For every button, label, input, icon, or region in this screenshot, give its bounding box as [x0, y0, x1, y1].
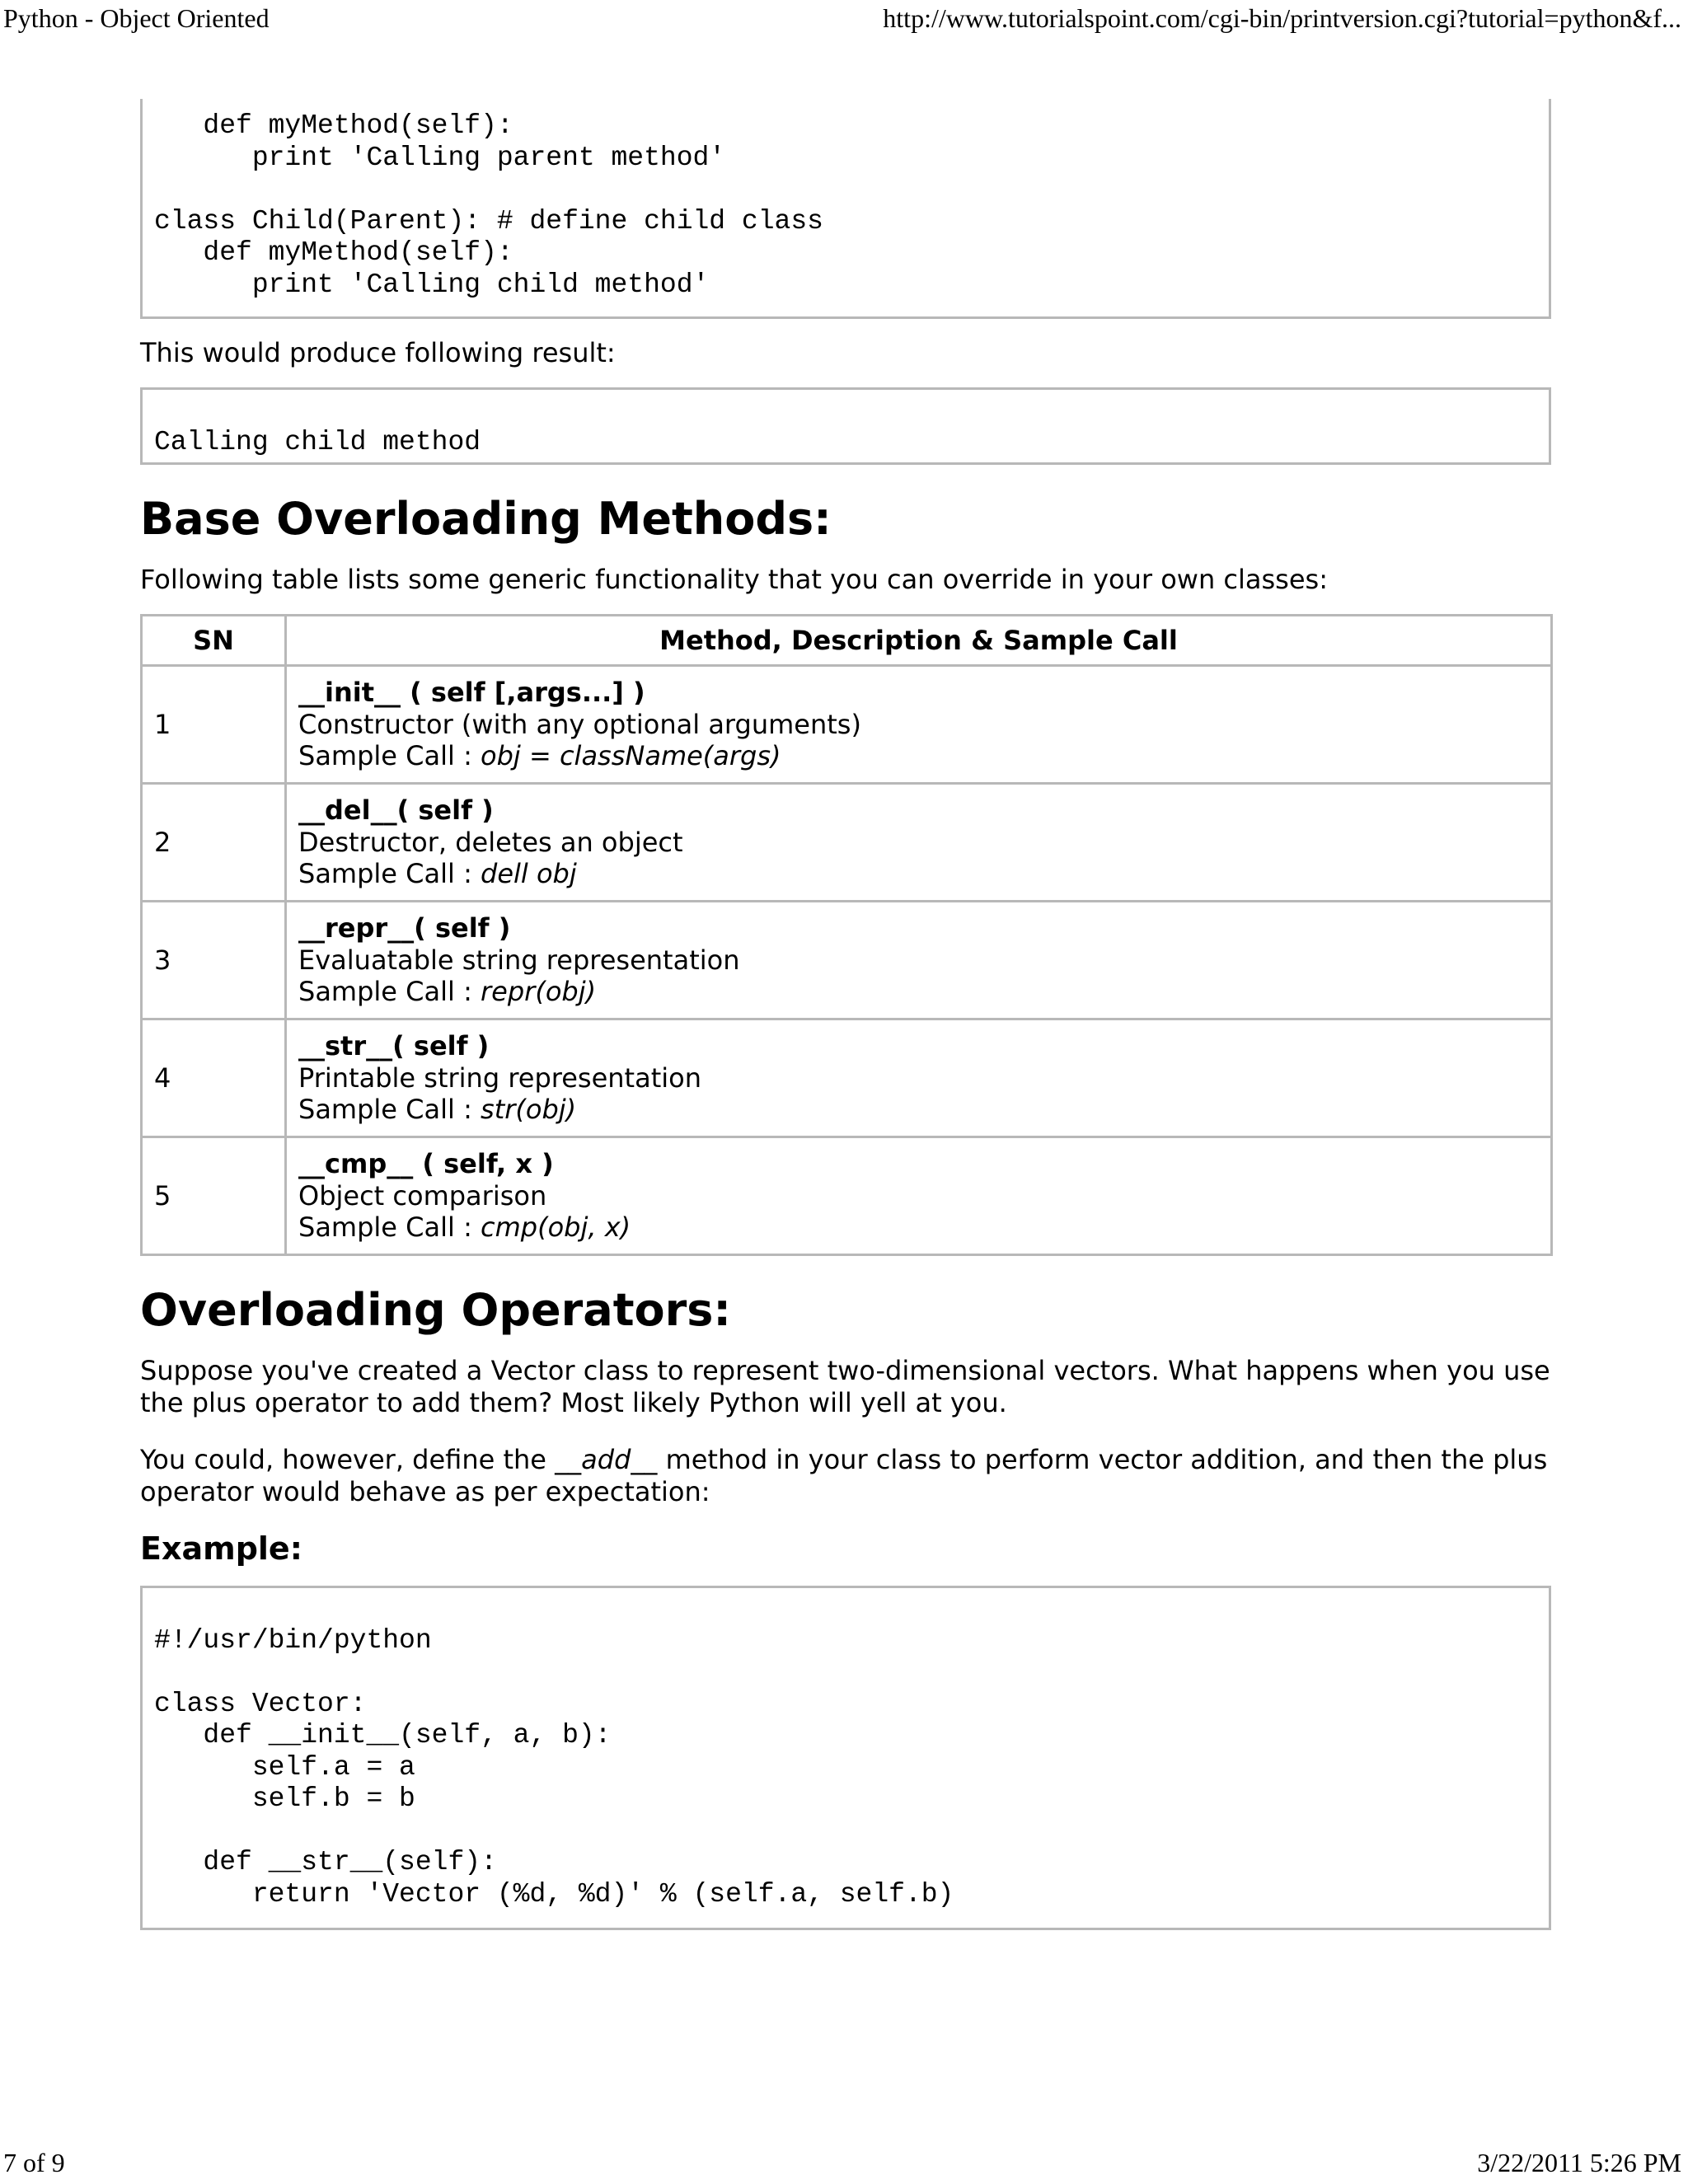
row-sn: 3 [142, 902, 286, 1019]
table-row [142, 902, 1552, 1019]
sample-call [298, 858, 1540, 890]
sample-call-label: Sample Call : [298, 1094, 481, 1126]
sample-call-code: str(obj) [481, 1094, 577, 1126]
method-name: __cmp__ ( self, x ) [298, 1148, 554, 1180]
result-intro: This would produce following result: [140, 337, 616, 368]
table-row [142, 666, 1552, 784]
table-row [142, 1137, 1552, 1255]
header-page-title: Python - Object Oriented [3, 3, 270, 33]
sample-call-label: Sample Call : [298, 976, 481, 1008]
sample-call-label: Sample Call : [298, 740, 481, 772]
method-name: __del__( self ) [298, 794, 494, 827]
sample-call [298, 740, 1540, 772]
method-description: Evaluatable string representation [298, 944, 740, 976]
operators-paragraph-1: Suppose you've created a Vector class to represent two-dimensional vectors. What happens when you use the plus operator to add them? Most likely Python will yell at you. [140, 1355, 1550, 1418]
method-name: __str__( self ) [298, 1030, 490, 1062]
row-sn: 2 [142, 784, 286, 902]
method-description: Destructor, deletes an object [298, 826, 683, 858]
method-name: __repr__( self ) [298, 912, 511, 944]
add-method-name: __add__ [555, 1444, 658, 1475]
method-description: Constructor (with any optional arguments) [298, 708, 861, 740]
sample-call-label: Sample Call : [298, 858, 481, 890]
sample-call-label: Sample Call : [298, 1212, 481, 1244]
table-header-method: Method, Description & Sample Call [286, 616, 1552, 666]
base-overloading-heading: Base Overloading Methods: [140, 493, 832, 545]
footer-datetime: 3/22/2011 5:26 PM [1477, 2148, 1681, 2177]
table-row [142, 784, 1552, 902]
base-overloading-intro: Following table lists some generic functionality that you can override in your own classes: [140, 564, 1328, 595]
table-header-row [142, 616, 1552, 666]
row-method-cell [286, 784, 1552, 902]
para2-after: method in your class to perform vector addition, and then the plus operator would behave as per expectation: [140, 1444, 1548, 1507]
example-heading: Example: [140, 1530, 302, 1567]
page-content [140, 99, 1551, 1930]
row-method-cell [286, 1019, 1552, 1137]
sample-call-code: dell obj [481, 858, 577, 890]
sample-call [298, 1094, 1540, 1126]
sample-call-code: repr(obj) [481, 976, 597, 1008]
row-sn: 4 [142, 1019, 286, 1137]
method-name: __init__ ( self [,args...] ) [298, 677, 645, 709]
sample-call [298, 976, 1540, 1008]
overloading-operators-heading: Overloading Operators: [140, 1284, 732, 1336]
example-code-block: #!/usr/bin/python class Vector: def __init__(self, a, b): self.a = a self.b = b def __str__(self): return 'Vector (%d, %d)' % (self.a, self.b) [140, 1586, 1551, 1930]
methods-table [140, 614, 1553, 1256]
method-description: Object comparison [298, 1179, 547, 1212]
row-method-cell [286, 902, 1552, 1019]
result-output-block: Calling child method [140, 387, 1551, 465]
footer-page-number: 7 of 9 [3, 2148, 65, 2177]
row-method-cell [286, 666, 1552, 784]
sample-call-code: cmp(obj, x) [481, 1212, 631, 1244]
sample-call-code: obj = className(args) [481, 740, 781, 772]
sample-call [298, 1212, 1540, 1244]
row-sn: 1 [142, 666, 286, 784]
table-header-sn: SN [142, 616, 286, 666]
table-row [142, 1019, 1552, 1137]
header-url: http://www.tutorialspoint.com/cgi-bin/printversion.cgi?tutorial=python&f... [883, 3, 1681, 33]
row-method-cell [286, 1137, 1552, 1255]
method-description: Printable string representation [298, 1062, 701, 1094]
code-block-override: def myMethod(self): print 'Calling parent method' class Child(Parent): # define child class def myMethod(self): print 'Calling child method' [140, 99, 1551, 319]
para2-before: You could, however, define the [140, 1444, 556, 1475]
row-sn: 5 [142, 1137, 286, 1255]
operators-paragraph-2 [140, 1444, 1551, 1508]
